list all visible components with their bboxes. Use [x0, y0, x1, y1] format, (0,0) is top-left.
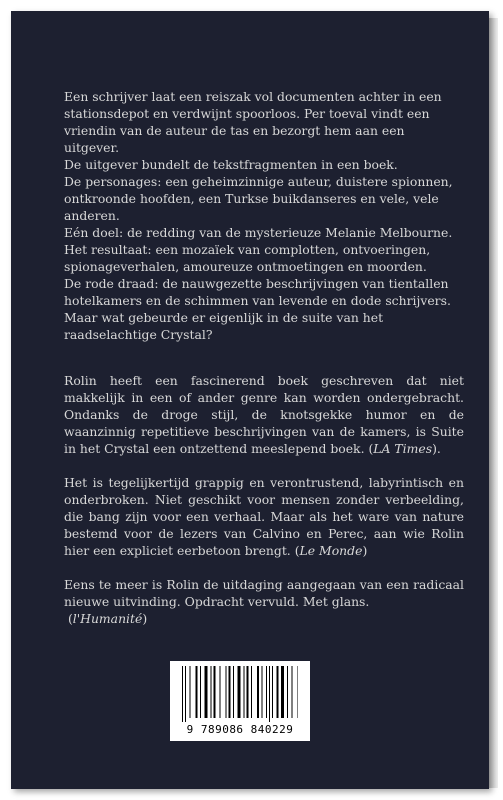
review-quote: Het is tegelijkertijd grappig en verontrustend, labyrintisch en onderbroken. Niet geschikt voor mensen zonder verbeelding, die bang zijn voor een verhaal. Maar als het ware van nature bestemd voor de lezers van Calvino en Perec, aan wie Rolin hier een expliciet eerbetoon brengt. (Le Monde): [64, 475, 464, 558]
barcode-bar: [196, 666, 198, 718]
barcode-bar: [220, 666, 221, 718]
barcode-bar: [277, 666, 279, 718]
blurb-paragraph: Het resultaat: een mozaïek van complotten, ontvoeringen, spionageverhalen, amoureuze ontmoetingen en moorden.: [64, 242, 431, 274]
review-text: Rolin heeft een fascinerend boek geschreven dat niet makkelijk in een of ander genre kan worden ondergebracht. Ondanks de droge stijl, de knotsgekke humor en de waanzinnig repetitieve beschrijvingen van de kamers, is Suite in het Crystal een ontzettend meeslepend boek.: [64, 373, 464, 456]
blurb: [64, 88, 454, 343]
barcode-bar: [214, 666, 216, 718]
barcode-bar: [266, 666, 267, 718]
review-quote: Eens te meer is Rolin de uitdaging aangegaan van een radicaal nieuwe uitvinding. Opdracht vervuld. Met glans. (l'Humanité): [64, 577, 464, 626]
barcode-bar: [298, 666, 299, 718]
barcode-bar: [257, 666, 259, 718]
review-text: Het is tegelijkertijd grappig en verontrustend, labyrintisch en onderbroken. Niet geschikt voor mensen zonder verbeelding, die bang zijn voor een verhaal. Maar als het ware van nature bestemd voor de lezers van Calvino en Perec, aan wie Rolin hier een expliciet eerbetoon brengt.: [64, 475, 464, 558]
review-text: Eens te meer is Rolin de uitdaging aangegaan van een radicaal nieuwe uitvinding. Opdracht vervuld. Met glans.: [64, 577, 464, 609]
barcode-bar: [244, 666, 245, 718]
barcode-bar: [185, 666, 186, 722]
review-source: LA Times: [373, 441, 433, 456]
barcode: [170, 661, 310, 741]
review-source: Le Monde: [299, 543, 363, 558]
blurb-paragraph: Een schrijver laat een reiszak vol documenten achter in een stationsdepot en verdwijnt spoorloos. Per toeval vindt een vriendin van de auteur de tas en bezorgt hem aan een uitgever.: [64, 89, 442, 155]
barcode-bar: [251, 666, 252, 718]
barcode-bar: [238, 666, 241, 718]
blurb-paragraph: De uitgever bundelt de tekstfragmenten in een boek.: [64, 157, 398, 172]
isbn-number: 9 789086 840229: [186, 723, 294, 736]
barcode-bar: [205, 666, 208, 718]
barcode-bar: [287, 666, 288, 718]
page-edge: [489, 18, 498, 788]
barcode-bar: [229, 666, 231, 718]
barcode-bar: [269, 666, 270, 722]
barcode-bar: [226, 666, 227, 718]
blurb-paragraph: De rode draad: de nauwgezette beschrijvingen van tientallen hotelkamers en de schimmen van levende en dode schrijvers.: [64, 276, 451, 308]
barcode-bar: [292, 666, 293, 718]
barcode-bar: [247, 666, 249, 718]
barcode-bar: [182, 666, 183, 722]
barcode-bar: [281, 666, 284, 718]
barcode-bar: [262, 666, 263, 718]
barcode-bar: [200, 666, 201, 718]
review-quote: Rolin heeft een fascinerend boek geschreven dat niet makkelijk in een of ander genre kan worden ondergebracht. Ondanks de droge stijl, de knotsgekke humor en de waanzinnig repetitieve beschrijvingen van de kamers, is Suite in het Crystal een ontzettend meeslepend boek. (LA Times).: [64, 373, 464, 456]
barcode-bars: [182, 666, 298, 722]
blurb-paragraph: Eén doel: de redding van de mysterieuze Melanie Melbourne.: [64, 225, 453, 240]
barcode-bar: [272, 666, 273, 718]
barcode-bar: [211, 666, 212, 718]
barcode-bar: [190, 666, 191, 718]
blurb-paragraph: Maar wat gebeurde er eigenlijk in de suite van het raadselachtige Crystal?: [64, 310, 384, 342]
barcode-bar: [233, 666, 234, 718]
review-source: l'Humanité: [72, 611, 143, 626]
blurb-paragraph: De personages: een geheimzinnige auteur, duistere spionnen, ontkroonde hoofden, een Turkse buikdanseres en vele, vele anderen.: [64, 174, 453, 223]
reviews: [64, 372, 464, 644]
